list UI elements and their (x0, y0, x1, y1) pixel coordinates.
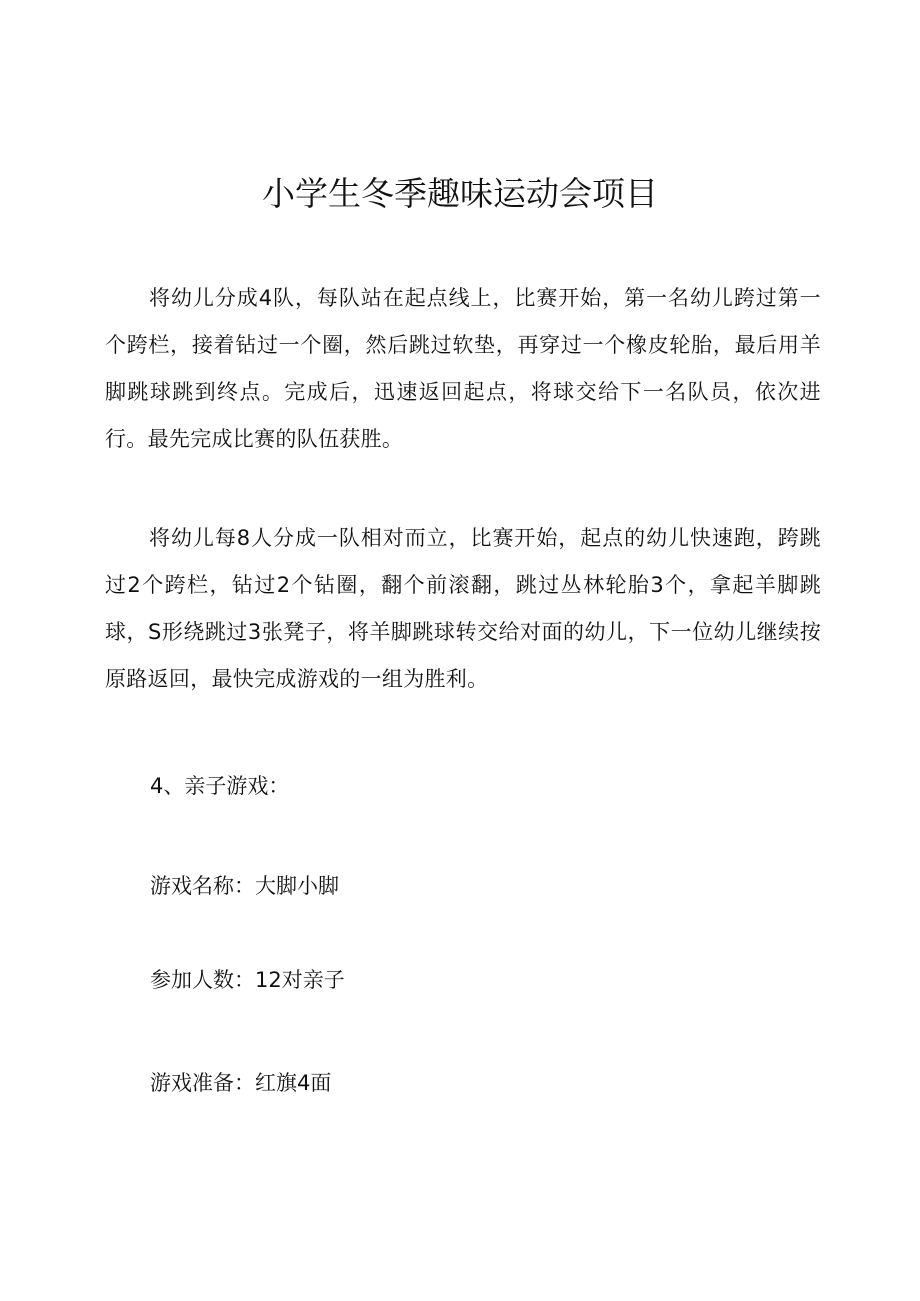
participants-line: 参加人数：12对亲子 (150, 968, 345, 992)
game-name-line: 游戏名称：大脚小脚 (150, 874, 339, 898)
preparation-line: 游戏准备：红旗4面 (150, 1071, 332, 1095)
document-title: 小学生冬季趣味运动会项目 (262, 174, 658, 213)
section-heading-parent-child-game: 4、亲子游戏： (150, 774, 290, 798)
paragraph-obstacle-course: 将幼儿每8人分成一队相对而立，比赛开始，起点的幼儿快速跑，跨跳过2个跨栏，钻过2个钻圈，翻个前滚翻，跳过丛林轮胎3个，拿起羊脚跳球，S形绕跳过3张凳子，将羊脚跳球转交给对面的幼儿，下一位幼儿继续按原路返回，最快完成游戏的一组为胜利。 (105, 526, 821, 691)
paragraph-relay-race: 将幼儿分成4队，每队站在起点线上，比赛开始，第一名幼儿跨过第一个跨栏，接着钻过一个圈，然后跳过软垫，再穿过一个橡皮轮胎，最后用羊脚跳球跳到终点。完成后，迅速返回起点，将球交给下一名队员，依次进行。最先完成比赛的队伍获胜。 (105, 286, 821, 451)
